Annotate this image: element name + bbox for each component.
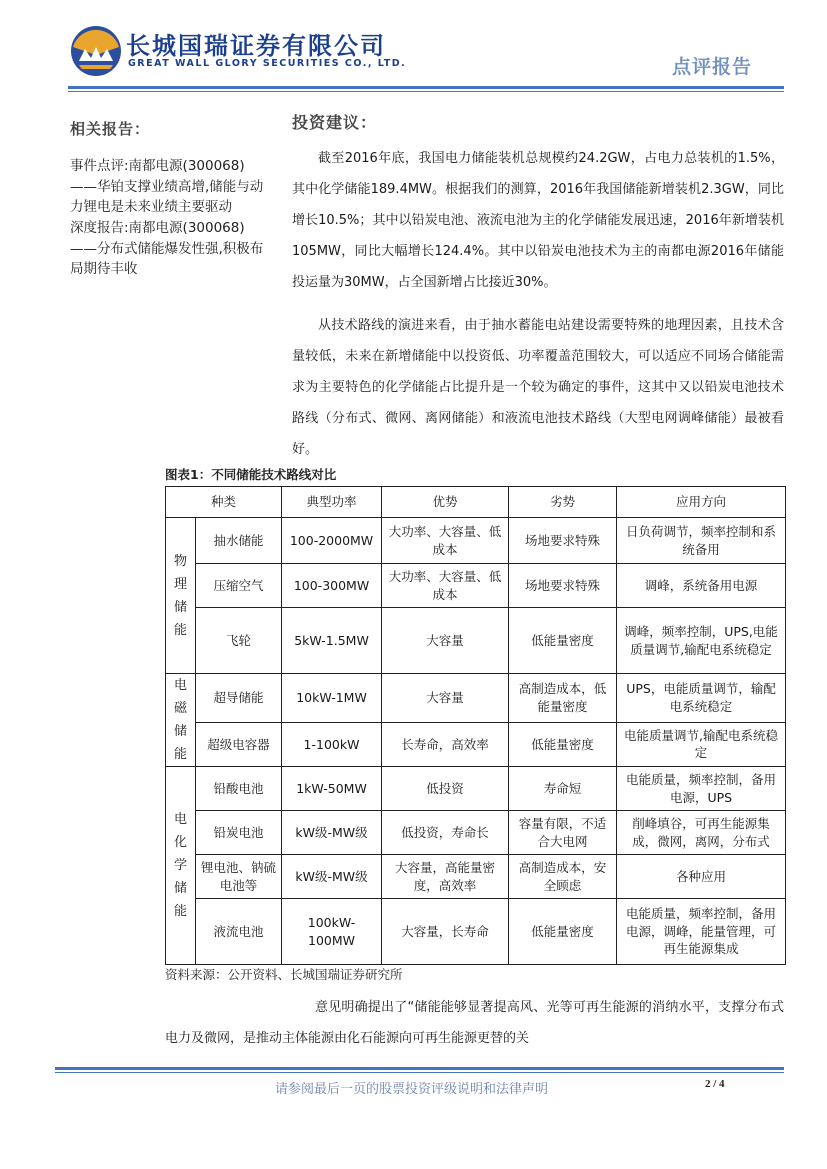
table-cell: 大功率、大容量、低成本 — [382, 518, 509, 564]
table-cell: 100-2000MW — [282, 518, 382, 564]
table-cell: 铅炭电池 — [196, 811, 282, 855]
table-cell: 超导储能 — [196, 674, 282, 723]
table-row — [166, 899, 786, 965]
table-cell: 电能质量，频率控制，备用电源，调峰，能量管理，可再生能源集成 — [617, 899, 786, 965]
table-cell: 低能量密度 — [509, 608, 617, 674]
table-cell: 场地要求特殊 — [509, 564, 617, 608]
header-disadvantage: 劣势 — [509, 487, 617, 518]
table-cell: 低投资 — [382, 767, 509, 811]
paragraph: 从技术路线的演进来看，由于抽水蓄能电站建设需要特殊的地理因素，且技术含量较低，未来在新增储能中以投资低、功率覆盖范围较大，可以适应不同场合储能需求为主要特色的化学储能占比提升是一个较为确定的事件，这其中又以铅炭电池技术路线（分布式、微网、离网储能）和液流电池技术路线（大型电网调峰储能）最被看好。 — [292, 318, 784, 457]
category-electrochemical — [166, 767, 196, 965]
header-type: 种类 — [166, 487, 282, 518]
table-row — [166, 722, 786, 766]
table-cell: kW级-MW级 — [282, 855, 382, 899]
table-title: 图表1：不同储能技术路线对比 — [165, 467, 337, 482]
related-reports-title: 相关报告： — [70, 120, 151, 138]
table-cell: 削峰填谷，可再生能源集成，微网，离网，分布式 — [617, 811, 786, 855]
category-label: 物理储能 — [173, 553, 187, 638]
company-name-en: GREAT WALL GLORY SECURITIES CO., LTD. — [128, 58, 407, 69]
table-cell: 大功率、大容量、低成本 — [382, 564, 509, 608]
table-cell: 调峰，频率控制，UPS,电能质量调节,输配电系统稳定 — [617, 608, 786, 674]
footer-rule — [55, 1067, 784, 1070]
table-cell: 高制造成本，低能量密度 — [509, 674, 617, 723]
header-rule — [68, 86, 784, 89]
category-electromagnetic — [166, 674, 196, 767]
table-cell: kW级-MW级 — [282, 811, 382, 855]
table-cell: 高制造成本，安全顾虑 — [509, 855, 617, 899]
category-physical — [166, 518, 196, 674]
table-cell: 大容量，高能量密度，高效率 — [382, 855, 509, 899]
paragraph: 意见明确提出了“储能能够显著提高风、光等可再生能源的消纳水平，支撑分布式电力及微网，是推动主体能源由化石能源向可再生能源更替的关 — [165, 1000, 784, 1046]
storage-comparison-table — [165, 486, 786, 965]
table-row — [166, 564, 786, 608]
category-label: 电磁储能 — [173, 678, 187, 762]
table-row — [166, 855, 786, 899]
related-report-2[interactable]: 深度报告:南都电源(300068)——分布式储能爆发性强,积极布局期待丰收 — [70, 220, 264, 277]
table-row — [166, 608, 786, 674]
table-cell: 调峰，系统备用电源 — [617, 564, 786, 608]
category-label: 电化学储能 — [173, 812, 187, 919]
table-cell: 低能量密度 — [509, 722, 617, 766]
page-number: 2 / 4 — [705, 1078, 725, 1090]
table-cell: 5kW-1.5MW — [282, 608, 382, 674]
table-cell: 大容量，长寿命 — [382, 899, 509, 965]
section-title: 投资建议： — [292, 113, 378, 132]
table-row — [166, 767, 786, 811]
table-cell: 10kW-1MW — [282, 674, 382, 723]
header-rule-thin — [68, 91, 784, 92]
table-cell: 大容量 — [382, 674, 509, 723]
company-logo — [70, 25, 122, 77]
table-row — [166, 674, 786, 723]
table-cell: 电能质量调节,输配电系统稳定 — [617, 722, 786, 766]
table-cell: 低能量密度 — [509, 899, 617, 965]
table-cell: 日负荷调节，频率控制和系统备用 — [617, 518, 786, 564]
table-cell: 电能质量，频率控制，备用电源，UPS — [617, 767, 786, 811]
report-type-label: 点评报告 — [672, 56, 753, 78]
table-cell: 场地要求特殊 — [509, 518, 617, 564]
table-cell: 超级电容器 — [196, 722, 282, 766]
table-cell: 低投资，寿命长 — [382, 811, 509, 855]
table-cell: UPS，电能质量调节，输配电系统稳定 — [617, 674, 786, 723]
table-header-row — [166, 487, 786, 518]
table-cell: 100kW-100MW — [282, 899, 382, 965]
company-name-cn: 长城国瑞证券有限公司 — [126, 32, 386, 60]
table-cell: 1-100kW — [282, 722, 382, 766]
footer-disclaimer[interactable]: 请参阅最后一页的股票投资评级说明和法律声明 — [275, 1082, 549, 1097]
table-cell: 长寿命，高效率 — [382, 722, 509, 766]
table-cell: 100-300MW — [282, 564, 382, 608]
table-cell: 液流电池 — [196, 899, 282, 965]
table-row — [166, 518, 786, 564]
table-cell: 抽水储能 — [196, 518, 282, 564]
footer-rule-thin — [55, 1072, 784, 1073]
table-source: 资料来源：公开资料、长城国瑞证券研究所 — [165, 967, 403, 982]
paragraph: 截至2016年底，我国电力储能装机总规模约24.2GW，占电力总装机的1.5%，其中化学储能189.4MW。根据我们的测算，2016年我国储能新增装机2.3GW，同比增长10.5%；其中以铅炭电池、液流电池为主的化学储能发展迅速，2016年新增装机105MW，同比大幅增长124.4%。其中以铅炭电池技术为主的南都电源2016年储能投运量为30MW，占全国新增占比接近30%。 — [292, 151, 784, 290]
table-cell: 铅酸电池 — [196, 767, 282, 811]
table-cell: 压缩空气 — [196, 564, 282, 608]
table-cell: 飞轮 — [196, 608, 282, 674]
table-cell: 大容量 — [382, 608, 509, 674]
related-report-1[interactable]: 事件点评:南都电源(300068)——华铂支撑业绩高增,储能与动力锂电是未来业绩主要驱动 — [70, 158, 264, 215]
table-cell: 各种应用 — [617, 855, 786, 899]
header-advantage: 优势 — [382, 487, 509, 518]
table-row — [166, 811, 786, 855]
table-cell: 1kW-50MW — [282, 767, 382, 811]
header-power: 典型功率 — [282, 487, 382, 518]
table-cell: 寿命短 — [509, 767, 617, 811]
table-cell: 容量有限，不适合大电网 — [509, 811, 617, 855]
table-cell: 锂电池、钠硫电池等 — [196, 855, 282, 899]
header-application: 应用方向 — [617, 487, 786, 518]
